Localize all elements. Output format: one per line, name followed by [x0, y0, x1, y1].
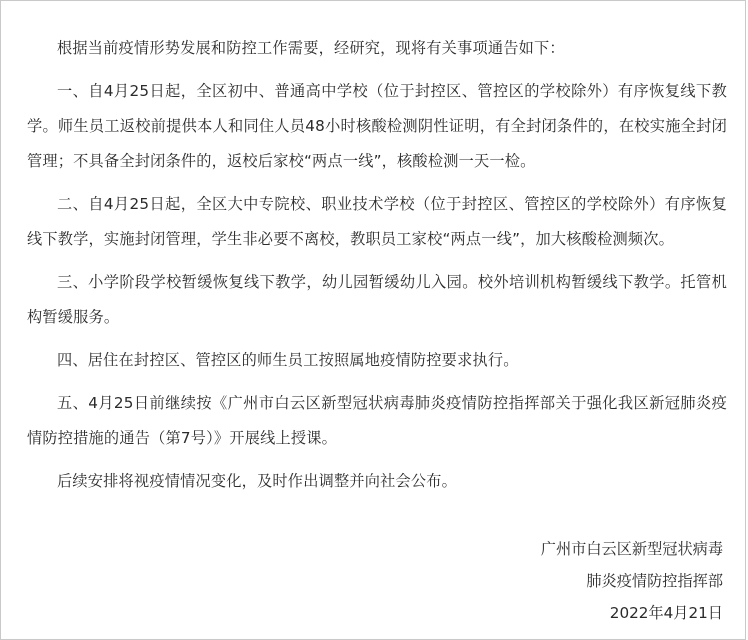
closing-paragraph: 后续安排将视疫情情况变化，及时作出调整并向社会公布。 [57, 472, 458, 490]
issue-date: 2022年4月21日 [609, 604, 723, 622]
issuer-line-1: 广州市白云区新型冠状病毒 [540, 540, 723, 558]
item-3-paragraph: 三、小学阶段学校暂缓恢复线下教学，幼儿园暂缓幼儿入园。校外培训机构暂缓线下教学。托管机构暂缓服务。 [27, 273, 727, 326]
notice-body [27, 31, 727, 507]
issuer-line-2: 肺炎疫情防控指挥部 [586, 572, 723, 590]
item-4-paragraph: 四、居住在封控区、管控区的师生员工按照属地疫情防控要求执行。 [57, 351, 519, 369]
signature-block [541, 533, 723, 629]
intro-paragraph: 根据当前疫情形势发展和防控工作需要，经研究，现将有关事项通告如下： [57, 39, 565, 57]
item-2-paragraph: 二、自4月25日起，全区大中专院校、职业技术学校（位于封控区、管控区的学校除外）有序恢复线下教学，实施封闭管理，学生非必要不离校，教职员工家校“两点一线”，加大核酸检测频次。 [27, 195, 727, 248]
item-5-paragraph: 五、4月25日前继续按《广州市白云区新型冠状病毒肺炎疫情防控指挥部关于强化我区新冠肺炎疫情防控措施的通告（第7号）》开展线上授课。 [27, 394, 727, 447]
item-1-paragraph: 一、自4月25日起，全区初中、普通高中学校（位于封控区、管控区的学校除外）有序恢复线下教学。师生员工返校前提供本人和同住人员48小时核酸检测阴性证明，有全封闭条件的，在校实施全封闭管理；不具备全封闭条件的，返校后家校“两点一线”，核酸检测一天一检。 [27, 82, 727, 170]
